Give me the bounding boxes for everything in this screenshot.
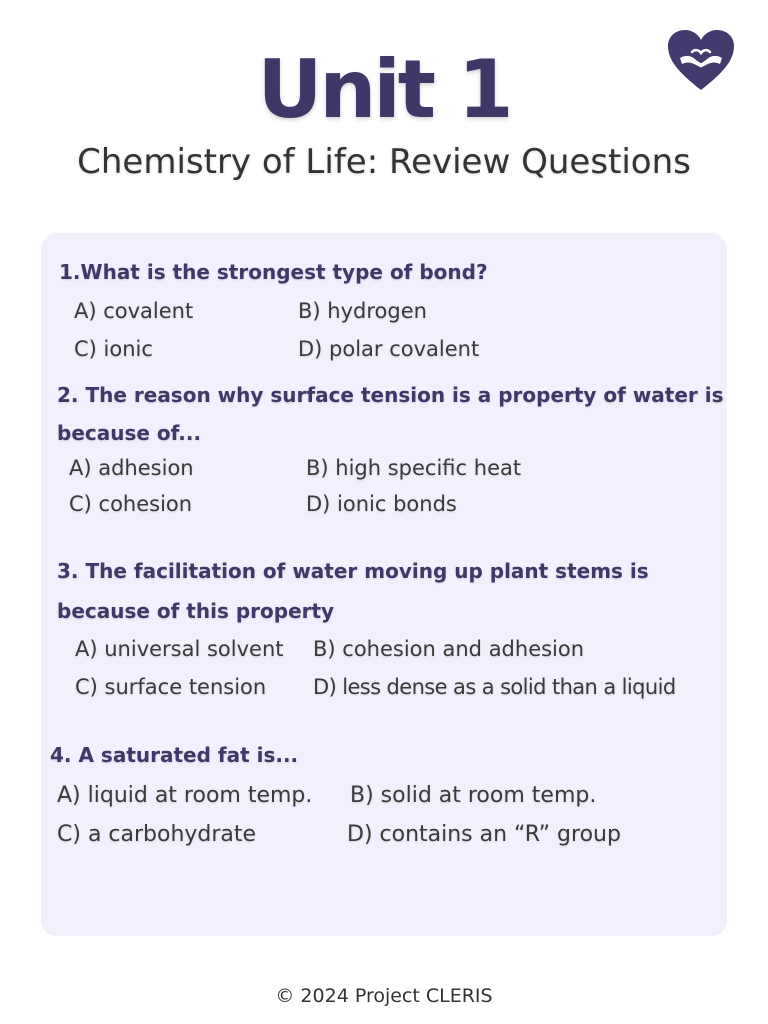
question-3-option-b: B) cohesion and adhesion bbox=[313, 637, 585, 661]
question-4-option-c: C) a carbohydrate bbox=[57, 822, 257, 847]
question-2: 2. The reason why surface tension is a property of water is bbox=[57, 383, 724, 407]
question-2-continued: because of... bbox=[57, 421, 202, 445]
question-3-option-a: A) universal solvent bbox=[75, 637, 284, 661]
question-1-option-a: A) covalent bbox=[74, 299, 194, 323]
question-1-option-c: C) ionic bbox=[74, 337, 153, 361]
question-2-option-a: A) adhesion bbox=[69, 456, 194, 480]
question-3-option-d: D) less dense as a solid than a liquid bbox=[313, 675, 676, 699]
question-2-option-c: C) cohesion bbox=[69, 492, 193, 516]
question-4-option-a: A) liquid at room temp. bbox=[57, 783, 313, 808]
question-1: 1.What is the strongest type of bond? bbox=[59, 260, 488, 284]
question-4-option-b: B) solid at room temp. bbox=[350, 783, 597, 808]
question-4-option-d: D) contains an “R” group bbox=[347, 822, 621, 847]
question-1-option-d: D) polar covalent bbox=[298, 337, 480, 361]
page-title: Unit 1 bbox=[257, 43, 511, 136]
questions-card bbox=[41, 233, 727, 936]
copyright-footer: © 2024 Project CLERIS bbox=[275, 985, 493, 1007]
page-subtitle: Chemistry of Life: Review Questions bbox=[77, 142, 691, 182]
question-4: 4. A saturated fat is... bbox=[50, 743, 299, 767]
question-1-option-b: B) hydrogen bbox=[298, 299, 427, 323]
question-2-option-d: D) ionic bonds bbox=[306, 492, 457, 516]
question-3: 3. The facilitation of water moving up plant stems is bbox=[57, 559, 649, 583]
question-3-option-c: C) surface tension bbox=[75, 675, 267, 699]
question-2-option-b: B) high specific heat bbox=[306, 456, 522, 480]
question-3-continued: because of this property bbox=[57, 599, 335, 623]
